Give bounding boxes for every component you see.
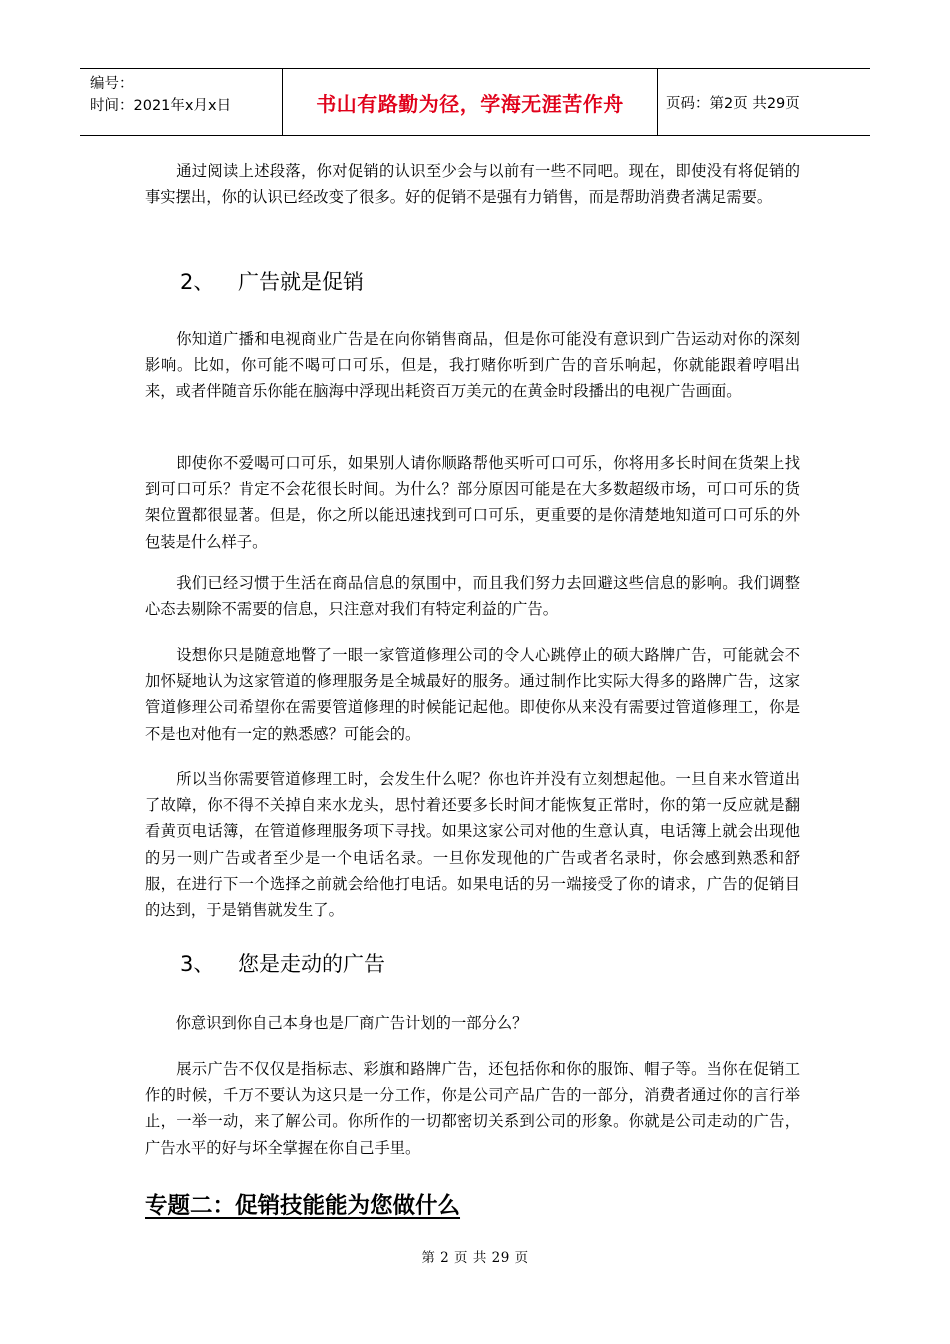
section-title: 广告就是促销 (238, 270, 364, 294)
paragraph: 你知道广播和电视商业广告是在向你销售商品，但是你可能没有意识到广告运动对你的深刻影响。比如，你可能不喝可口可乐，但是，我打赌你听到广告的音乐响起，你就能跟着哼唱出来，或者伴随音乐你能在脑海中浮现出耗资百万美元的在黄金时段播出的电视广告画面。 (145, 330, 800, 401)
paragraph: 通过阅读上述段落，你对促销的认识至少会与以前有一些不同吧。现在，即使没有将促销的事实摆出，你的认识已经改变了很多。好的促销不是强有力销售，而是帮助消费者满足需要。 (145, 162, 800, 207)
document-number-label: 编号： (90, 76, 134, 92)
header-left-cell (80, 69, 283, 135)
section-number: 2、 (180, 270, 215, 294)
header-motto: 书山有路勤为径，学海无涯苦作舟 (283, 69, 658, 135)
header-page-info: 页码：第2页 共29页 (666, 95, 800, 112)
document-time-label: 时间：2021年x月x日 (90, 98, 232, 114)
paragraph: 我们已经习惯于生活在商品信息的氛围中，而且我们努力去回避这些信息的影响。我们调整心态去剔除不需要的信息，只注意对我们有特定利益的广告。 (145, 574, 800, 619)
paragraph: 即使你不爱喝可口可乐，如果别人请你顺路帮他买听可口可乐，你将用多长时间在货架上找到可口可乐？肯定不会花很长时间。为什么？部分原因可能是在大多数超级市场，可口可乐的货架位置都很显著。但是，你之所以能迅速找到可口可乐，更重要的是你清楚地知道可口可乐的外包装是什么样子。 (145, 454, 800, 551)
section-heading-3 (180, 948, 385, 978)
section-number: 3、 (180, 952, 215, 976)
paragraph: 你意识到你自己本身也是厂商广告计划的一部分么？ (145, 1014, 528, 1032)
paragraph: 所以当你需要管道修理工时，会发生什么呢？你也许并没有立刻想起他。一旦自来水管道出了故障，你不得不关掉自来水龙头，思忖着还要多长时间才能恢复正常时，你的第一反应就是翻看黄页电话簿，在管道修理服务项下寻找。如果这家公司对他的生意认真，电话簿上就会出现他的另一则广告或者至少是一个电话名录。一旦你发现他的广告或者名录时，你会感到熟悉和舒服，在进行下一个选择之前就会给他打电话。如果电话的另一端接受了你的请求，广告的促销目的达到，于是销售就发生了。 (145, 770, 800, 920)
topic-title: 专题二：促销技能能为您做什么 (145, 1193, 461, 1219)
paragraph: 展示广告不仅仅是指标志、彩旗和路牌广告，还包括你和你的服饰、帽子等。当你在促销工作的时候，千万不要认为这只是一分工作，你是公司产品广告的一部分，消费者通过你的言行举止，一举一动，来了解公司。你所作的一切都密切关系到公司的形象。你就是公司走动的广告，广告水平的好与坏全掌握在你自己手里。 (145, 1060, 800, 1157)
section-title: 您是走动的广告 (238, 952, 385, 976)
header-table (80, 68, 870, 136)
section-heading-2 (180, 266, 364, 296)
page-footer: 第 2 页 共 29 页 (421, 1250, 529, 1266)
paragraph: 设想你只是随意地瞥了一眼一家管道修理公司的令人心跳停止的硕大路牌广告，可能就会不加怀疑地认为这家管道的修理服务是全城最好的服务。通过制作比实际大得多的路牌广告，这家管道修理公司希望你在需要管道修理的时候能记起他。即使你从来没有需要过管道修理工，你是不是也对他有一定的熟悉感？可能会的。 (145, 646, 800, 743)
